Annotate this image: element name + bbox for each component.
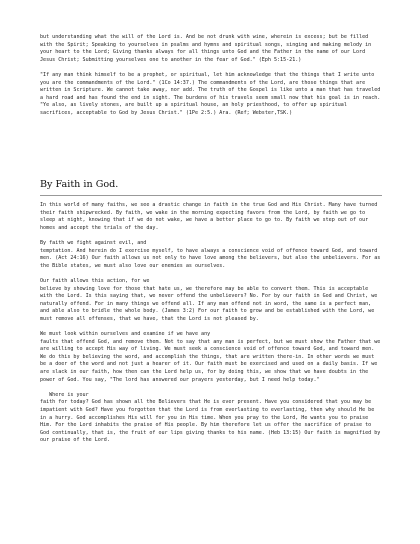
paragraph: We must look within ourselves and examine if we have any faults that offend God, and remove them. Not to say that any man is perfect, but we must show the Father that we are willing to accept His way of living. We must seek a conscience void of offence toward God, and toward men. We do this by believing the word, and accomplish the things, that are written there-in. In other words we must be a doer of the word and not just a hearer of it. Our faith must be exercised and used on a daily basis. If we are slack in our faith, how then can the Lord help us, for by doing this, we show that we have doubts in the power of God. You say, "The lord has answered our prayers yesterday, but I need help today." xyxy=(40,331,381,383)
section-text xyxy=(40,202,382,445)
paragraph: By faith we fight against evil, and temptation. And herein do I exercise myself, to have always a conscience void of offence toward God, and toward men. (Act 24:16) Our faith allows us not only to have love among the believers, but also the unbelievers. For as the Bible states, we must also love our enemies as ourselves. xyxy=(40,239,381,269)
paragraph: Where is your faith for today? God has shown all the Believers that He is ever present. Have you considered that you may be impatient with God? Have you forgotten that the Lord is from everlasting to everlasting, then why should He be in a hurry. God accomplishes His will for you in His time. When you pray to the Lord, He wants you to praise Him. For the Lord inhabits the praise of His people. By him therefore let us offer the sacrifice of praise to God continually, that is, the fruit of our lips giving thanks to his name. (Heb 13:15) Our faith is magnified by our praise of the Lord. xyxy=(40,391,381,444)
section-divider xyxy=(40,195,382,196)
section-title: By Faith in God. xyxy=(40,179,119,190)
paragraph: but understanding what the will of the Lord is. And be not drunk with wine, wherein is excess; but be filled with the Spirit; Speaking to yourselves in psalms and hymns and spiritual songs, singing and making melody in your heart to the Lord; Giving thanks always for all things unto God and the Father in the name of our Lord Jesus Christ; Submitting yourselves one to another in the fear of God." (Eph 5:15-21.) xyxy=(40,34,375,63)
paragraph: "If any man think himself to be a prophet, or spiritual, let him acknowledge that the things that I write unto you are the commandments of the Lord." (1Co 14:37.) The commandments of the Lord, are those things that are written in Scripture. We cannot take away, nor add. The truth of the Gospel is like unto a man that has traveled a hard road and has found the end in sight. The burdens of his travels seem small now that his goal is in reach. "Ye also, as lively stones, are built up a spiritual house, an holy priesthood, to offer up spiritual sacrifices, acceptable to God by Jesus Christ." (1Pe 2:5.) Ara. (Ref; Webster,TSK.) xyxy=(40,71,384,116)
intro-text xyxy=(40,34,382,118)
paragraph: Our faith allows this action, for we believe by showing love for those that hate us, we therefore may be able to convert them. This is acceptable with the Lord. Is this saying that, we never offend the unbelievers? No. For by our faith in God and Christ, we naturally offend. For in many things we offend all. If any man offend not in word, the same is a perfect man, and able also to bridle the whole body. (James 3:2) For our faith to grow and be established with the Lord, we must remove all offenses, that we have, that the Lord is not pleased by. xyxy=(40,277,378,322)
paragraph: In this world of many faiths, we see a drastic change in faith in the true God and His Christ. Many have turned their faith shipwrecked. By faith, we wake in the morning expecting favors from the Lord, by faith we go to sleep at night, knowing that if we do not wake, we have a better place to go to. By faith we step out of our homes and accept the trials of the day. xyxy=(40,202,381,231)
